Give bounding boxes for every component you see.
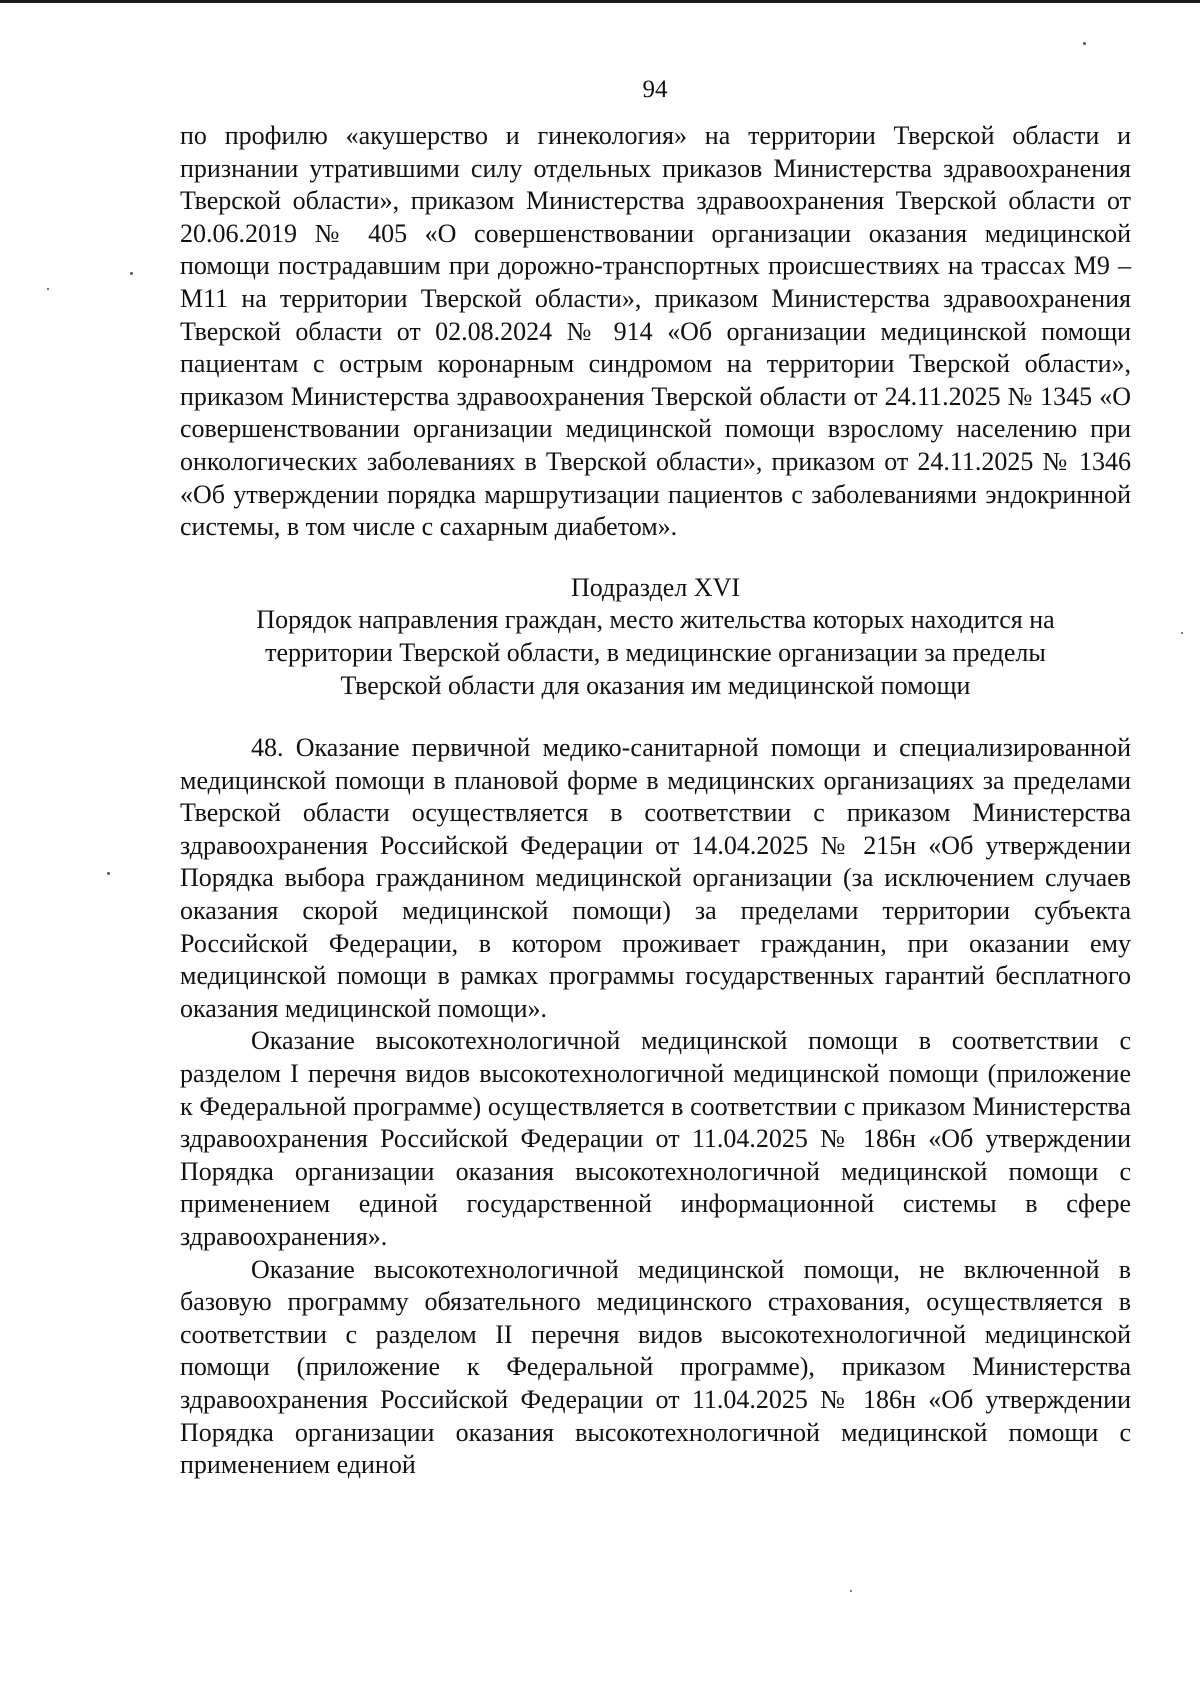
paragraph-hitech-section-1: Оказание высокотехнологичной медицинской помощи в соответствии с разделом I перечня видов высокотехнологичной медицинской помощи (приложение к Федеральной программе) осуществляется в соответствии с приказом Министерства здравоохранения Российской Федерации от 11.04.2025 № 186н «Об утверждении Порядка организации оказания высокотехнологичной медицинской помощи с применением единой государственной информационной системы в сфере здравоохранения». [180, 1026, 1131, 1251]
scan-speck [1083, 42, 1086, 45]
scan-top-edge [0, 0, 1200, 3]
subsection-title-line: Порядок направления граждан, место жительства которых находится на [256, 605, 1055, 635]
scan-speck [1181, 632, 1183, 634]
document-body [180, 120, 1131, 1482]
subsection-title-line: Тверской области для оказания им медицинской помощи [340, 670, 971, 700]
scan-speck [130, 272, 133, 275]
intro-paragraph: по профилю «акушерство и гинекология» на территории Тверской области и признании утратившими силу отдельных приказов Министерства здравоохранения Тверской области», приказом Министерства здравоохранения Тверской области от 20.06.2019 № 405 «О совершенствовании организации оказания медицинской помощи пострадавшим при дорожно-транспортных происшествиях на трассах М9 – М11 на территории Тверской области», приказом Министерства здравоохранения Тверской области от 02.08.2024 № 914 «Об организации медицинской помощи пациентам с острым коронарным синдромом на территории Тверской области», приказом Министерства здравоохранения Тверской области от 24.11.2025 № 1345 «О совершенствовании организации медицинской помощи взрослому населению при онкологических заболеваниях в Тверской области», приказом от 24.11.2025 № 1346 «Об утверждении порядка маршрутизации пациентов с заболеваниями эндокринной системы, в том числе с сахарным диабетом». [180, 121, 1131, 542]
subsection-label: Подраздел XVI [570, 572, 741, 602]
scan-speck [107, 872, 110, 875]
paragraph-48: 48. Оказание первичной медико-санитарной помощи и специализированной медицинской помощи в плановой форме в медицинских организациях за пределами Тверской области осуществляется в соответствии с приказом Министерства здравоохранения Российской Федерации от 14.04.2025 № 215н «Об утверждении Порядка выбора гражданином медицинской организации (за исключением случаев оказания скорой медицинской помощи) за пределами территории субъекта Российской Федерации, в котором проживает гражданин, при оказании ему медицинской помощи в рамках программы государственных гарантий бесплатного оказания медицинской помощи». [180, 733, 1131, 1023]
paragraph-hitech-section-2: Оказание высокотехнологичной медицинской помощи, не включенной в базовую программу обязательного медицинского страхования, осуществляется в соответствии с разделом II перечня видов высокотехнологичной медицинской помощи (приложение к Федеральной программе), приказом Министерства здравоохранения Российской Федерации от 11.04.2025 № 186н «Об утверждении Порядка организации оказания высокотехнологичной медицинской помощи с применением единой [180, 1254, 1131, 1480]
subsection-title-line: территории Тверской области, в медицинские организации за пределы [265, 637, 1046, 667]
scan-speck [850, 1590, 852, 1592]
subsection-title [180, 604, 1131, 702]
scan-speck [47, 288, 49, 290]
page-number: 94 [642, 76, 668, 103]
